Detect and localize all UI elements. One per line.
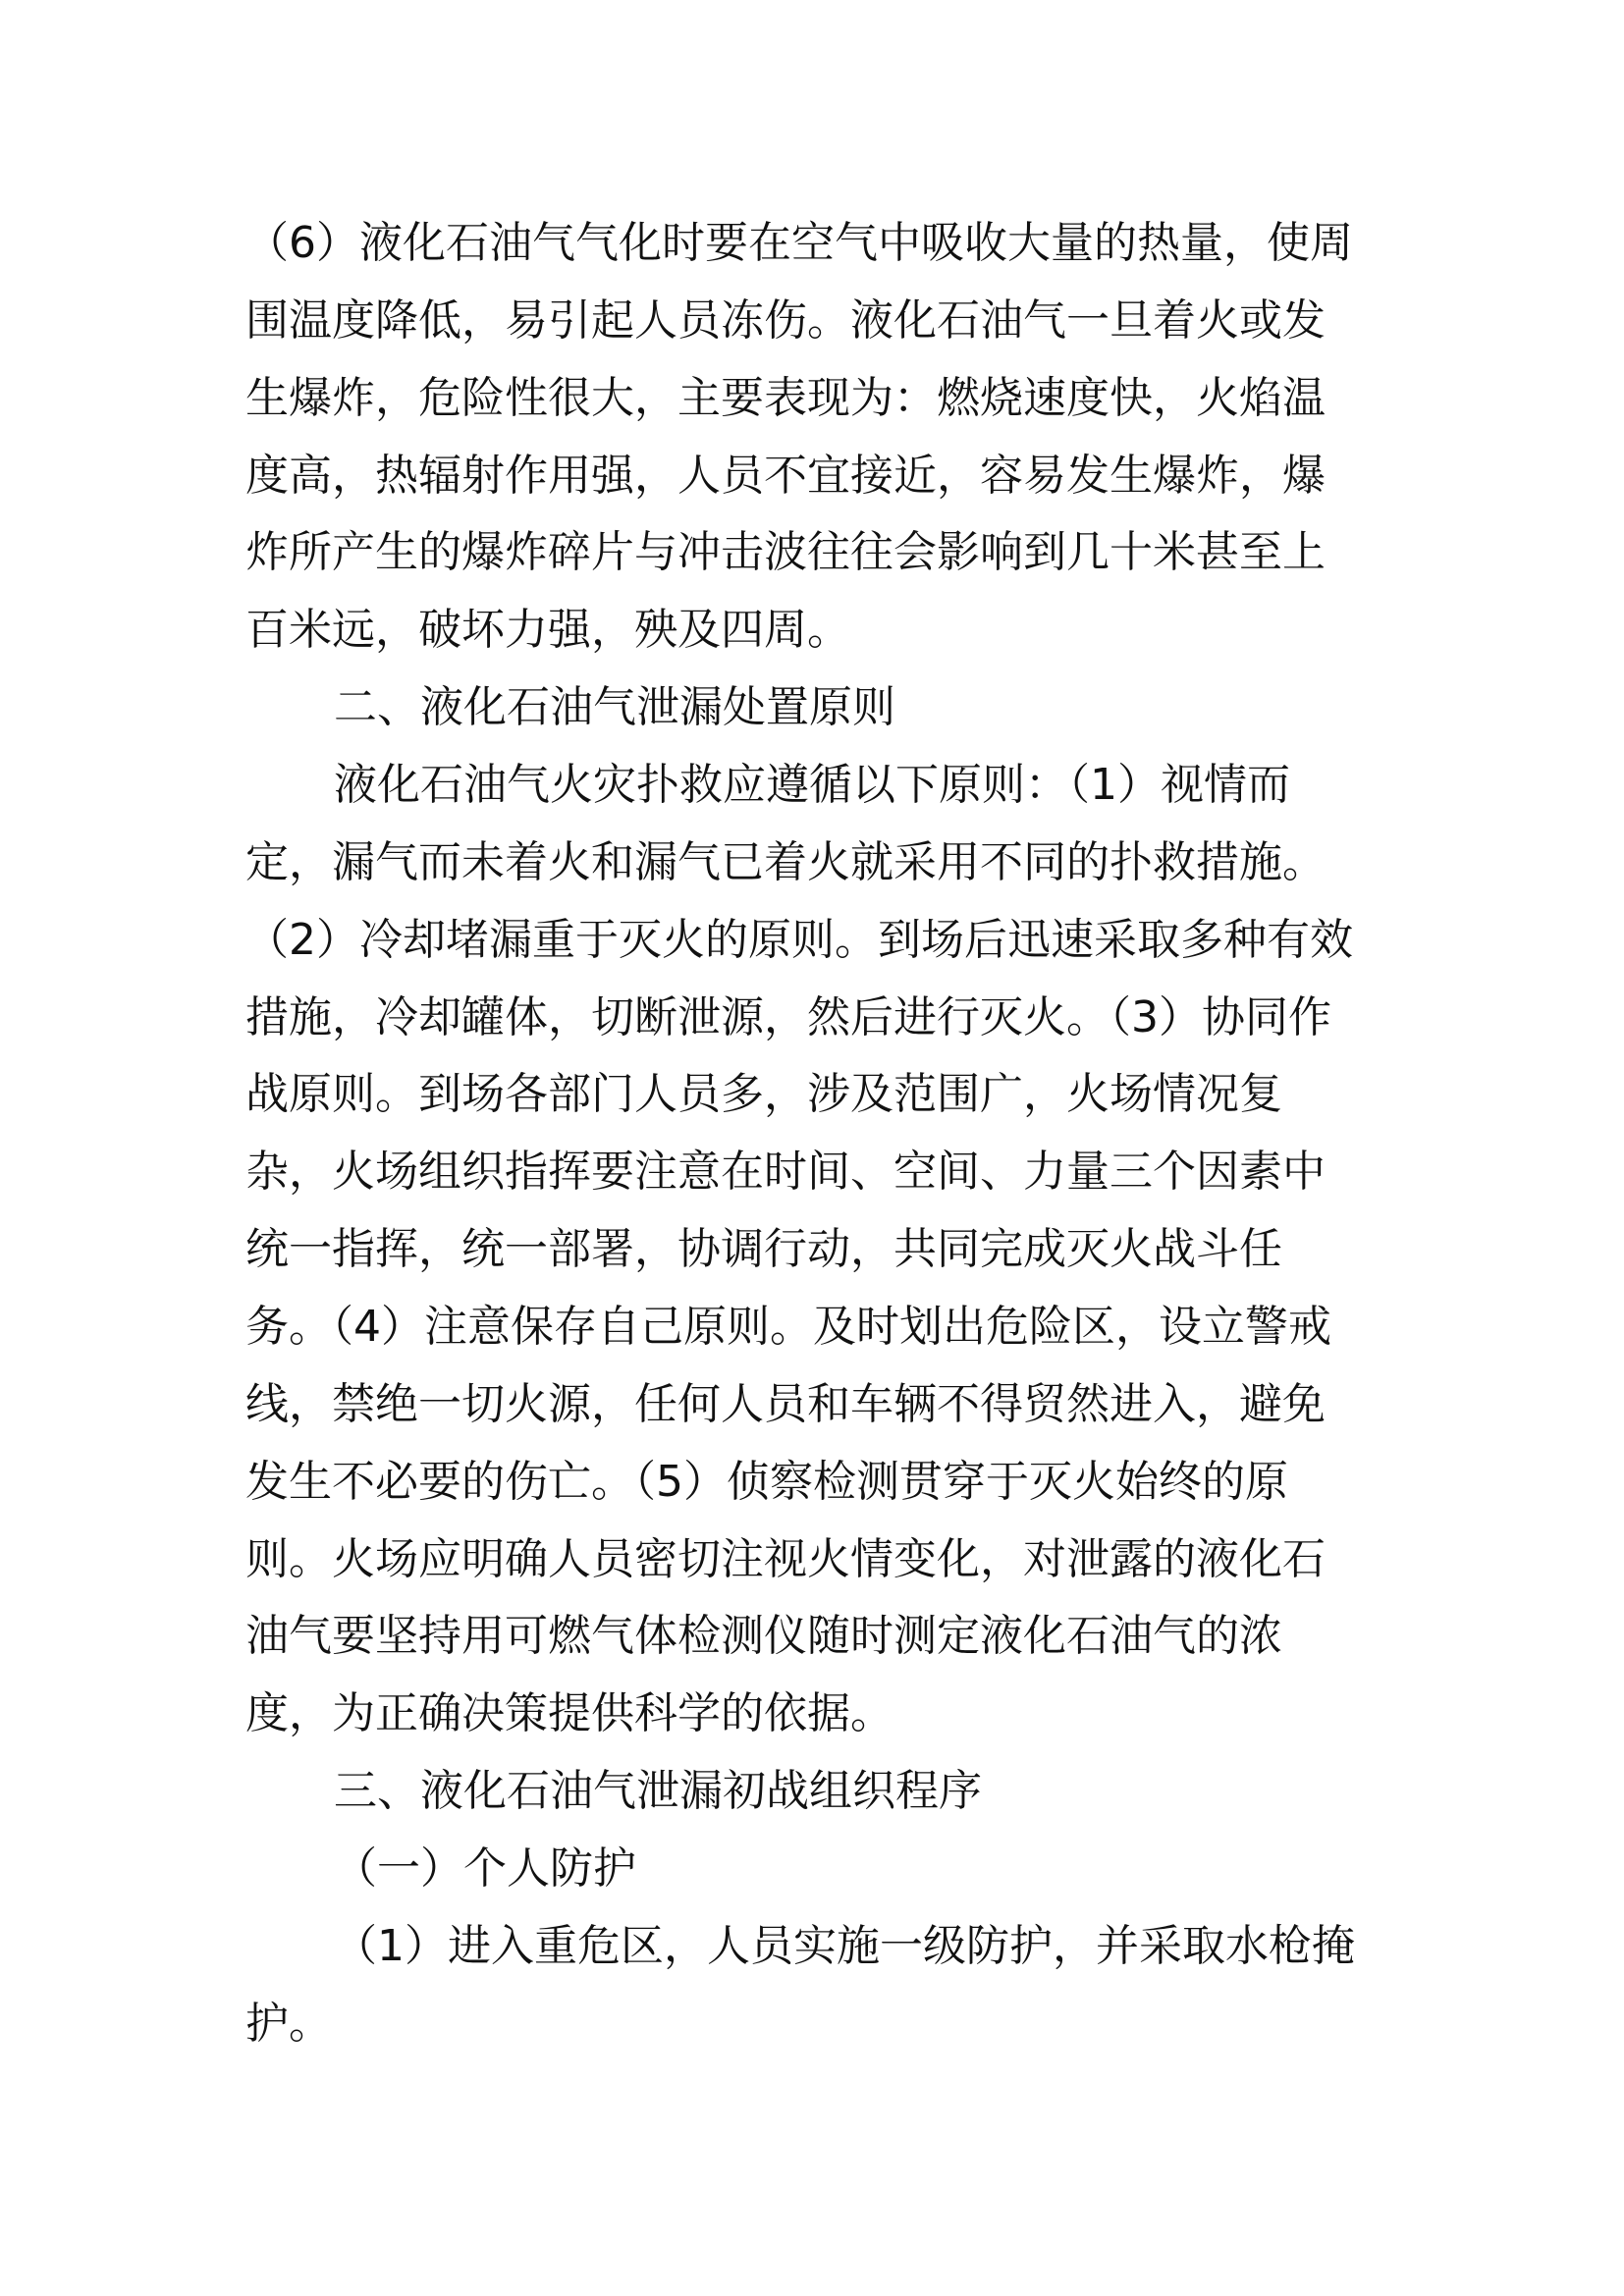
- line-text: 度，为正确决策提供科学的依据。: [245, 1688, 893, 1738]
- line-text: 液化石油气火灾扑救应遵循以下原则：（1）视情而: [334, 760, 1290, 810]
- subsection-heading: [0, 1830, 1624, 1908]
- text-line: [0, 1288, 1624, 1366]
- text-line: [0, 746, 1624, 825]
- text-line: [0, 513, 1624, 592]
- text-line: [0, 204, 1624, 283]
- line-text: （2）冷却堵漏重于灭火的原则。到场后迅速采取多种有效: [245, 915, 1353, 965]
- text-line: [0, 1365, 1624, 1444]
- line-text: 战原则。到场各部门人员多，涉及范围广，火场情况复: [245, 1069, 1282, 1119]
- text-line: [0, 1597, 1624, 1676]
- line-text: 则。火场应明确人员密切注视火情变化，对泄露的液化石: [245, 1534, 1326, 1584]
- text-line: [0, 1055, 1624, 1134]
- text-line: [0, 979, 1624, 1057]
- text-line: [0, 591, 1624, 669]
- line-text: 统一指挥，统一部署，协调行动，共同完成灭火战斗任: [245, 1224, 1282, 1274]
- text-line: [0, 1985, 1624, 2063]
- line-text: 杂，火场组织指挥要注意在时间、空间、力量三个因素中: [245, 1147, 1326, 1197]
- text-line: [0, 901, 1624, 980]
- line-text: 发生不必要的伤亡。（5）侦察检测贯穿于灭火始终的原: [245, 1457, 1288, 1507]
- text-line: [0, 282, 1624, 360]
- text-line: [0, 1210, 1624, 1289]
- line-text: 务。（4）注意保存自己原则。及时划出危险区，设立警戒: [245, 1302, 1331, 1352]
- line-text: 围温度降低，易引起人员冻伤。液化石油气一旦着火或发: [245, 295, 1326, 346]
- line-text: 百米远，破坏力强，殃及四周。: [245, 605, 850, 655]
- line-text: 三、液化石油气泄漏初战组织程序: [334, 1766, 982, 1816]
- section-heading: [0, 1752, 1624, 1831]
- line-text: 油气要坚持用可燃气体检测仪随时测定液化石油气的浓: [245, 1611, 1282, 1661]
- line-text: （一）个人防护: [334, 1843, 636, 1894]
- text-line: [0, 824, 1624, 902]
- line-text: 措施，冷却罐体，切断泄源，然后进行灭火。（3）协同作: [245, 992, 1331, 1042]
- line-text: 二、液化石油气泄漏处置原则: [334, 682, 895, 732]
- line-text: 线，禁绝一切火源，任何人员和车辆不得贸然进入，避免: [245, 1379, 1326, 1429]
- line-text: 炸所产生的爆炸碎片与冲击波往往会影响到几十米甚至上: [245, 527, 1326, 577]
- line-text: 定，漏气而未着火和漏气已着火就采用不同的扑救措施。: [245, 837, 1326, 887]
- text-line: [0, 1521, 1624, 1599]
- line-text: （1）进入重危区，人员实施一级防护，并采取水枪掩: [334, 1921, 1355, 1971]
- line-text: 度高，热辐射作用强，人员不宜接近，容易发生爆炸，爆: [245, 451, 1326, 501]
- section-heading: [0, 668, 1624, 747]
- text-line: [0, 1133, 1624, 1211]
- text-line: [0, 1443, 1624, 1522]
- text-line: [0, 1675, 1624, 1753]
- text-line: [0, 437, 1624, 515]
- text-line: [0, 1907, 1624, 1986]
- line-text: 护。: [245, 1999, 332, 2049]
- line-text: 生爆炸，危险性很大，主要表现为：燃烧速度快，火焰温: [245, 373, 1326, 423]
- text-line: [0, 359, 1624, 438]
- line-text: （6）液化石油气气化时要在空气中吸收大量的热量，使周: [245, 218, 1353, 268]
